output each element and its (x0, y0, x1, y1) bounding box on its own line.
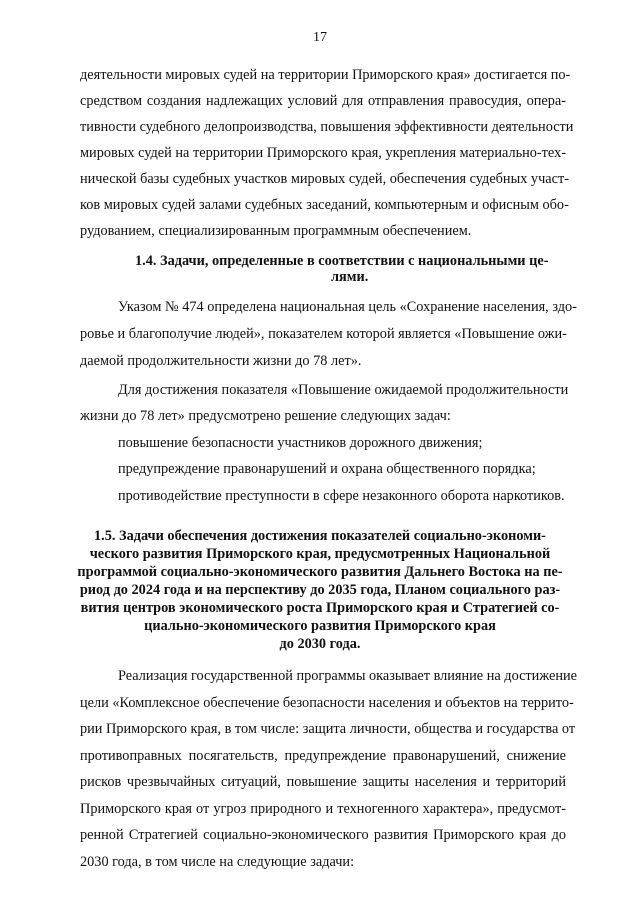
page-number: 17 (313, 30, 327, 45)
text-line: мировых судей на территории Приморского края, укрепления материально-тех- (80, 145, 566, 161)
text-line: рии Приморского края, в том числе: защита личности, общества и государства от (80, 721, 576, 737)
heading-line: циально-экономического развития Приморского края (144, 618, 496, 634)
heading-line: 1.5. Задачи обеспечения достижения показателей социально-экономи- (94, 528, 546, 544)
text-line: ков мировых судей залами судебных заседаний, компьютерным и офисным обо- (80, 197, 569, 213)
text-line: тивности судебного делопроизводства, повышения эффективности деятельности (80, 119, 574, 135)
text-line: Указом № 474 определена национальная цель «Сохранение населения, здо- (118, 299, 577, 315)
heading-line: ческого развития Приморского края, предусмотренных Национальной (89, 546, 551, 562)
text-line: ренной Стратегией социально-экономического развития Приморского края до (80, 827, 566, 843)
text-line: ровье и благополучие людей», показателем которой является «Повышение ожи- (80, 326, 567, 342)
text-line: деятельности мировых судей на территории Приморского края» достигается по- (80, 67, 571, 83)
list-item: повышение безопасности участников дорожного движения; (118, 435, 483, 451)
text-line: рудованием, специализированным программным обеспечением. (80, 223, 472, 239)
heading-line: 1.4. Задачи, определенные в соответствии с национальными це- (135, 253, 549, 269)
heading-line: вития центров экономического роста Приморского края и Стратегией со- (80, 600, 560, 616)
text-line: Для достижения показателя «Повышение ожидаемой продолжительности (118, 382, 569, 398)
heading-line: риод до 2024 года и на перспективу до 2035 года, Планом социального раз- (79, 582, 561, 598)
list-item: предупреждение правонарушений и охрана общественного порядка; (118, 461, 536, 477)
text-line: цели «Комплексное обеспечение безопасности населения и объектов на террито- (80, 695, 574, 711)
text-line: противоправных посягательств, предупреждение правонарушений, снижение (80, 748, 566, 764)
text-line: Реализация государственной программы оказывает влияние на достижение (118, 668, 578, 684)
text-line: рисков чрезвычайных ситуаций, повышение защиты населения и территорий (80, 774, 566, 790)
text-line: 2030 года, в том числе на следующие задачи: (80, 854, 355, 870)
text-line: средством создания надлежащих условий для отправления правосудия, опера- (80, 93, 566, 109)
text-line: даемой продолжительности жизни до 78 лет». (80, 353, 362, 369)
heading-line: программой социально-экономического развития Дальнего Востока на пе- (77, 564, 563, 580)
text-line: Приморского края от угроз природного и техногенного характера», предусмот- (80, 801, 566, 817)
heading-line: лями. (331, 269, 369, 285)
text-line: нической базы судебных участков мировых судей, обеспечения судебных участ- (80, 171, 569, 187)
text-line: жизни до 78 лет» предусмотрено решение следующих задач: (80, 408, 451, 424)
list-item: противодействие преступности в сфере незаконного оборота наркотиков. (118, 488, 565, 504)
heading-line: до 2030 года. (279, 636, 361, 652)
